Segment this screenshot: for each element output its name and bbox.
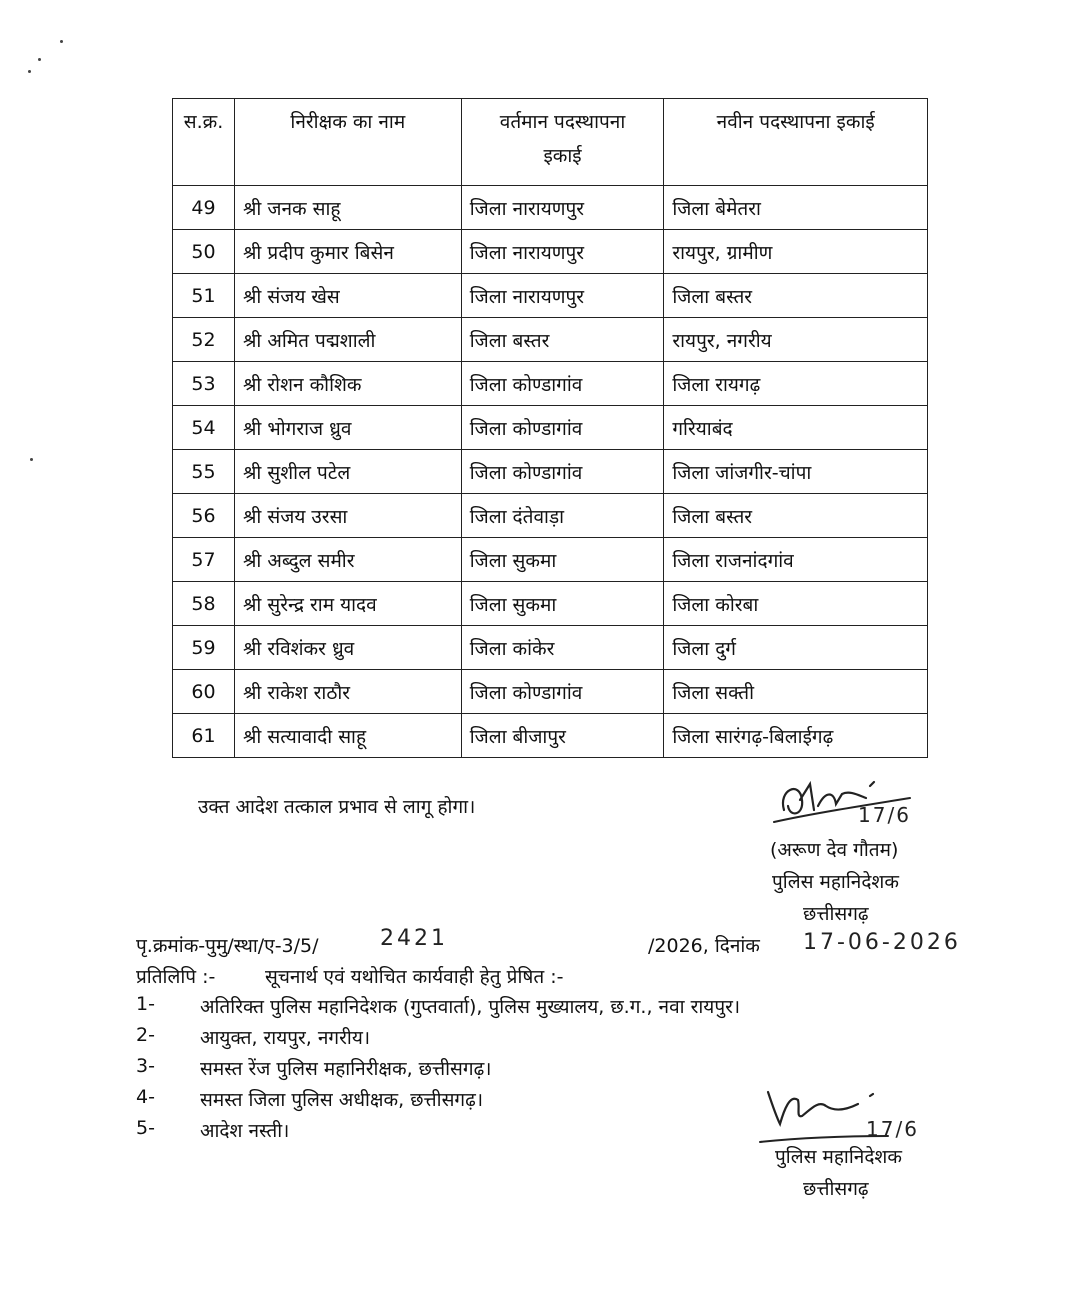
- row-current-posting: जिला कोण्डागांव: [461, 450, 664, 494]
- row-current-posting: जिला कोण्डागांव: [461, 362, 664, 406]
- row-new-posting: जिला बस्तर: [664, 494, 928, 538]
- table-body: [173, 186, 928, 758]
- row-new-posting: जिला सक्ती: [664, 670, 928, 714]
- copy-item-text: अतिरिक्त पुलिस महानिदेशक (गुप्तवार्ता), पुलिस मुख्यालय, छ.ग., नवा रायपुर।: [200, 996, 741, 1018]
- scan-speck: [28, 70, 31, 73]
- row-serial: 53: [173, 362, 235, 406]
- row-new-posting: जिला कोरबा: [664, 582, 928, 626]
- row-current-posting: जिला नारायणपुर: [461, 230, 664, 274]
- table-row: [173, 538, 928, 582]
- copy-item-text: आदेश नस्ती।: [200, 1120, 290, 1142]
- row-new-posting: जिला बेमेतरा: [664, 186, 928, 230]
- scan-speck: [38, 58, 41, 61]
- copy-item-number: 5-: [136, 1117, 155, 1139]
- row-inspector-name: श्री संजय खेस: [234, 274, 461, 318]
- header-inspector-name: निरीक्षक का नाम: [234, 99, 461, 186]
- row-current-posting: जिला नारायणपुर: [461, 186, 664, 230]
- header-current-posting: वर्तमान पदस्थापना इकाई: [461, 99, 664, 186]
- row-serial: 54: [173, 406, 235, 450]
- row-inspector-name: श्री रोशन कौशिक: [234, 362, 461, 406]
- table-row: [173, 714, 928, 758]
- row-serial: 50: [173, 230, 235, 274]
- reference-number: 2421: [380, 926, 448, 951]
- row-current-posting: जिला कांकेर: [461, 626, 664, 670]
- copy-item-number: 4-: [136, 1086, 155, 1108]
- signatory-name: (अरूण देव गौतम): [770, 839, 899, 861]
- row-current-posting: जिला बीजापुर: [461, 714, 664, 758]
- row-new-posting: रायपुर, ग्रामीण: [664, 230, 928, 274]
- copy-item-text: समस्त जिला पुलिस अधीक्षक, छत्तीसगढ़।: [200, 1089, 484, 1111]
- table-row: [173, 274, 928, 318]
- table-row: [173, 494, 928, 538]
- row-inspector-name: श्री अमित पद्मशाली: [234, 318, 461, 362]
- row-serial: 58: [173, 582, 235, 626]
- row-current-posting: जिला कोण्डागांव: [461, 406, 664, 450]
- table-row: [173, 670, 928, 714]
- row-current-posting: जिला कोण्डागांव: [461, 670, 664, 714]
- row-serial: 59: [173, 626, 235, 670]
- signature-1-date: 17/6: [858, 803, 911, 827]
- table-header-row: [173, 99, 928, 186]
- copy-to-purpose: सूचनार्थ एवं यथोचित कार्यवाही हेतु प्रेषित :-: [265, 966, 564, 988]
- row-inspector-name: श्री संजय उरसा: [234, 494, 461, 538]
- row-serial: 51: [173, 274, 235, 318]
- scan-speck: [30, 458, 33, 461]
- copy-item-number: 3-: [136, 1055, 155, 1077]
- row-inspector-name: श्री सत्यावादी साहू: [234, 714, 461, 758]
- table-row: [173, 626, 928, 670]
- signatory-designation: पुलिस महानिदेशक: [772, 871, 899, 893]
- header-new-posting: नवीन पदस्थापना इकाई: [664, 99, 928, 186]
- copy-item-text: आयुक्त, रायपुर, नगरीय।: [200, 1027, 371, 1049]
- table-row: [173, 318, 928, 362]
- row-serial: 49: [173, 186, 235, 230]
- row-current-posting: जिला सुकमा: [461, 582, 664, 626]
- row-inspector-name: श्री रविशंकर ध्रुव: [234, 626, 461, 670]
- row-serial: 55: [173, 450, 235, 494]
- copy-to-heading: प्रतिलिपि :-: [136, 966, 216, 988]
- table-row: [173, 230, 928, 274]
- signature-2-date: 17/6: [866, 1117, 919, 1141]
- row-inspector-name: श्री सुरेन्द्र राम यादव: [234, 582, 461, 626]
- table-row: [173, 186, 928, 230]
- order-effect-text: उक्त आदेश तत्काल प्रभाव से लागू होगा।: [198, 796, 476, 818]
- row-serial: 60: [173, 670, 235, 714]
- row-inspector-name: श्री प्रदीप कुमार बिसेन: [234, 230, 461, 274]
- row-inspector-name: श्री भोगराज ध्रुव: [234, 406, 461, 450]
- row-new-posting: गरियाबंद: [664, 406, 928, 450]
- row-new-posting: जिला बस्तर: [664, 274, 928, 318]
- row-inspector-name: श्री सुशील पटेल: [234, 450, 461, 494]
- signatory-2-state: छत्तीसगढ़: [803, 1178, 869, 1200]
- row-new-posting: जिला सारंगढ़-बिलाईगढ़: [664, 714, 928, 758]
- reference-date: 17-06-2026: [803, 930, 961, 955]
- row-inspector-name: श्री जनक साहू: [234, 186, 461, 230]
- row-current-posting: जिला दंतेवाड़ा: [461, 494, 664, 538]
- row-new-posting: जिला रायगढ़: [664, 362, 928, 406]
- row-new-posting: जिला राजनांदगांव: [664, 538, 928, 582]
- row-inspector-name: श्री राकेश राठौर: [234, 670, 461, 714]
- header-serial: स.क्र.: [173, 99, 235, 186]
- table-row: [173, 406, 928, 450]
- row-serial: 57: [173, 538, 235, 582]
- transfer-table: [172, 98, 928, 758]
- row-serial: 52: [173, 318, 235, 362]
- table-row: [173, 362, 928, 406]
- reference-year-date-label: /2026, दिनांक: [648, 935, 760, 957]
- row-serial: 61: [173, 714, 235, 758]
- table-row: [173, 450, 928, 494]
- row-new-posting: जिला जांजगीर-चांपा: [664, 450, 928, 494]
- row-serial: 56: [173, 494, 235, 538]
- table-row: [173, 582, 928, 626]
- row-new-posting: जिला दुर्ग: [664, 626, 928, 670]
- reference-prefix: पृ.क्रमांक-पुमु/स्था/ए-3/5/: [136, 935, 319, 957]
- row-new-posting: रायपुर, नगरीय: [664, 318, 928, 362]
- copy-item-number: 1-: [136, 993, 155, 1015]
- row-current-posting: जिला नारायणपुर: [461, 274, 664, 318]
- scan-speck: [60, 40, 63, 43]
- signatory-state: छत्तीसगढ़: [803, 903, 869, 925]
- row-current-posting: जिला सुकमा: [461, 538, 664, 582]
- copy-item-number: 2-: [136, 1024, 155, 1046]
- signatory-2-designation: पुलिस महानिदेशक: [775, 1146, 902, 1168]
- row-current-posting: जिला बस्तर: [461, 318, 664, 362]
- row-inspector-name: श्री अब्दुल समीर: [234, 538, 461, 582]
- copy-item-text: समस्त रेंज पुलिस महानिरीक्षक, छत्तीसगढ़।: [200, 1058, 492, 1080]
